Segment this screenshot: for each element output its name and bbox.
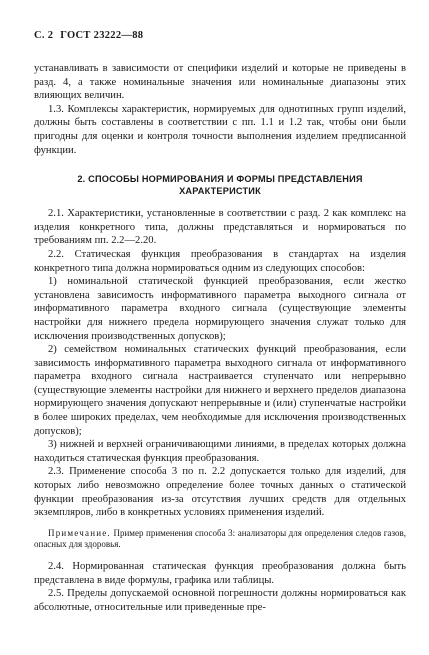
paragraph-1-3: 1.3. Комплексы характеристик, нормируемых для однотипных групп изделий, должны быть составлены в соответствии с пп. 1.1 и 1.2 так, чтобы они были пригодны для оценки и контроля точности выполнения изделием предписанной функции. <box>34 103 406 156</box>
document-page <box>34 30 406 645</box>
list-item-3: 3) нижней и верхней ограничивающими линиями, в пределах которых должна находиться статическая функция преобразования. <box>34 439 406 464</box>
paragraph-continuation: устанавливать в зависимости от специфики изделий и которые не приведены в разд. 4, а также номинальные значения или номинальные диапазоны этих влияющих величин. <box>34 63 406 102</box>
section-title <box>34 173 406 197</box>
paragraph-2-2: 2.2. Статическая функция преобразования в стандартах на изделия конкретного типа должна нормироваться одним из следующих способов: <box>34 248 406 274</box>
standard-code: ГОСТ 23222—88 <box>60 30 144 41</box>
section-title-line-2: ХАРАКТЕРИСТИК <box>179 186 261 197</box>
page-header <box>34 30 406 43</box>
paragraph-2-3: 2.3. Применение способа 3 по п. 2.2 допускается только для изделий, для которых либо невозможно определение более точных данных о статической функции преобразования из-за отсутствия лучших средств для отдельных экземпляров, либо в конкретных условиях применения изделий. <box>34 466 406 519</box>
section-title-line-1: 2. СПОСОБЫ НОРМИРОВАНИЯ И ФОРМЫ ПРЕДСТАВЛЕНИЯ <box>77 174 363 185</box>
paragraph-2-5: 2.5. Пределы допускаемой основной погрешности должны нормироваться как абсолютные, относительные или приведенные пре- <box>34 588 406 613</box>
paragraph-2-1: 2.1. Характеристики, установленные в соответствии с разд. 2 как комплекс на изделия конкретного типа, должны представляться и нормироваться по требованиям пп. 2.2—2.20. <box>34 208 406 247</box>
note-label: Примечание. <box>48 527 111 538</box>
note-text: Пример применения способа 3: анализаторы для определения следов газов, опасных для здоровья. <box>34 527 406 550</box>
note <box>34 528 406 551</box>
page-number: С. 2 <box>34 30 54 41</box>
list-item-1: 1) номинальной статической функцией преобразования, если жестко установлена зависимость информативного параметра выходного сигнала от информативного параметра входного сигнала (существующие элементы настройки для нижнего предела нормирующего значения служат только для исключения производственных допусков); <box>34 276 406 342</box>
list-item-2: 2) семейством номинальных статических функций преобразования, если зависимость информативного параметра выходного сигнала от информативного параметра входного сигнала настраивается ступенчато или непрерывно (существующие элементы настройки для нижнего и верхнего пределов диапазона нормирующего значения допускают непрерывные и (или) ступенчатые настройки в более широких пределах, чем необходимые для исключения производственных допусков); <box>34 344 406 437</box>
paragraph-2-4: 2.4. Нормированная статическая функция преобразования должна быть представлена в виде формулы, графика или таблицы. <box>34 561 406 586</box>
